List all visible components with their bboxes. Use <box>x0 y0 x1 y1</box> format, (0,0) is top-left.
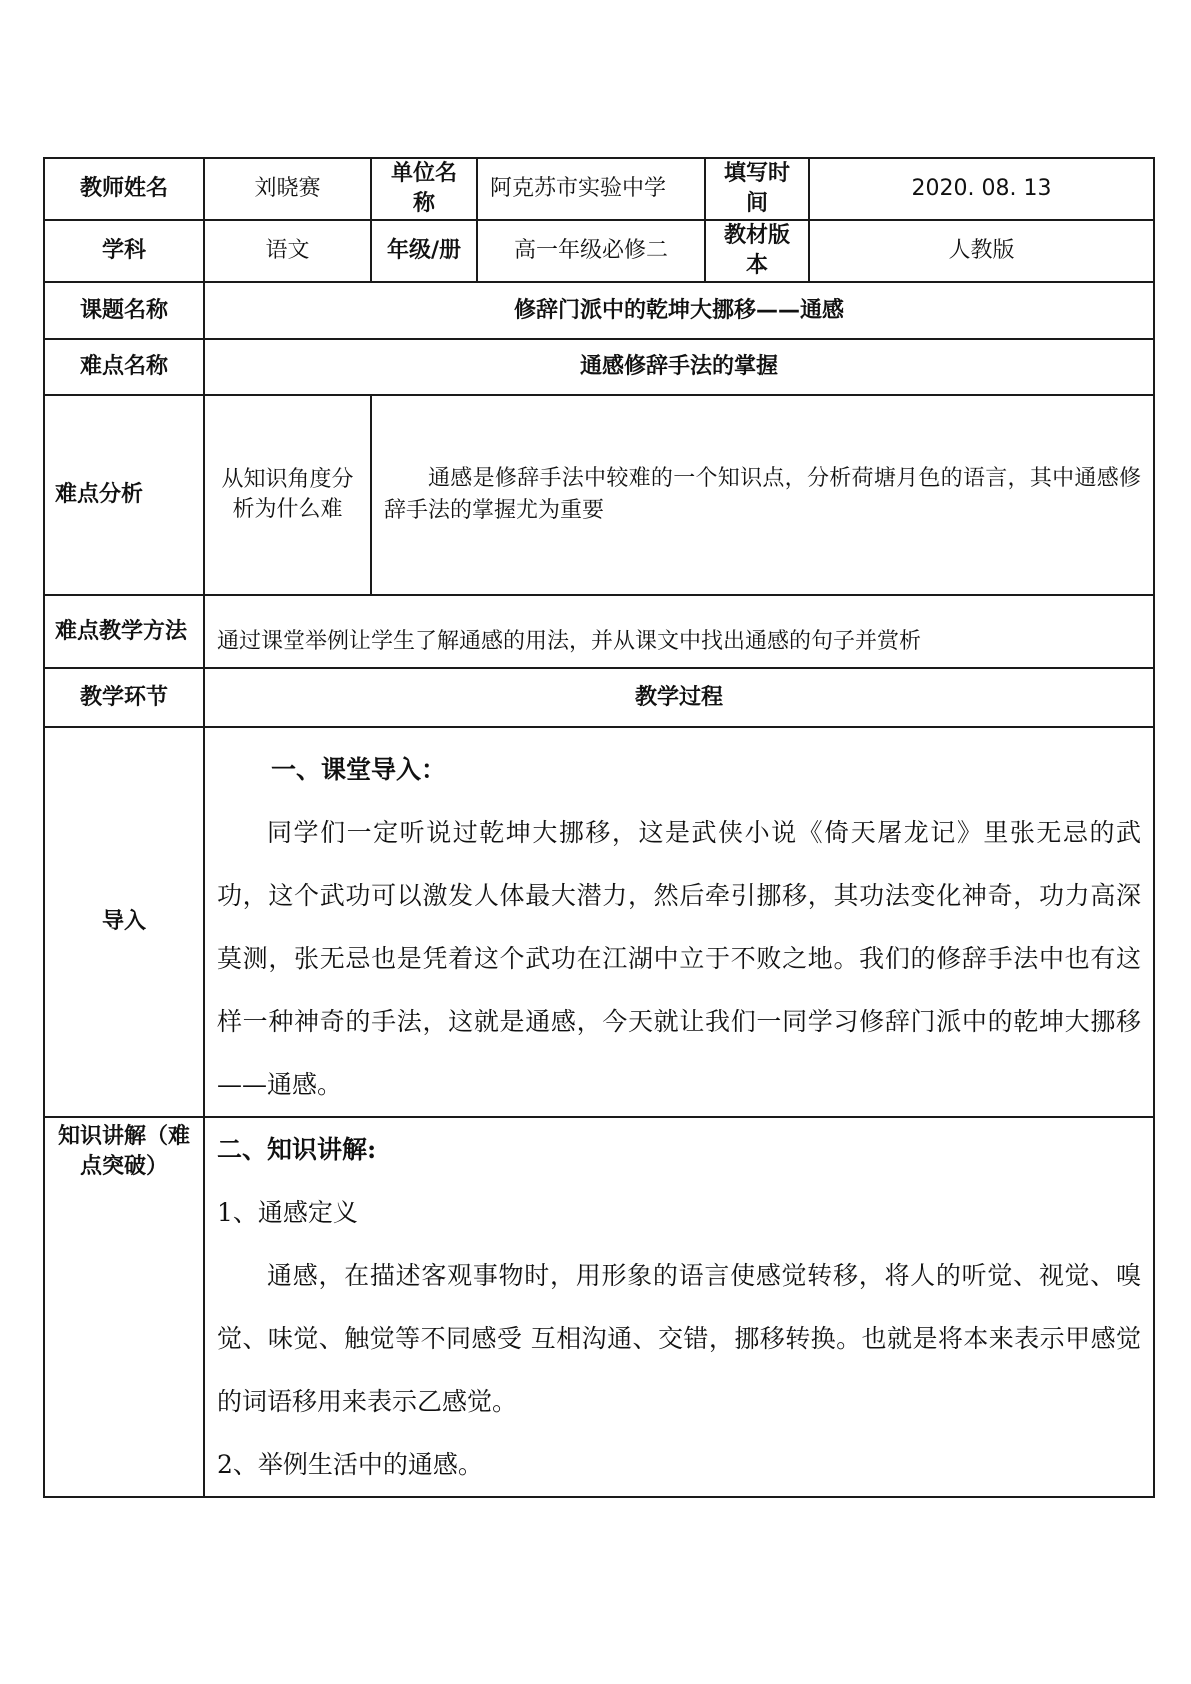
intro-cell <box>204 727 1154 1117</box>
date-value: 2020. 08. 13 <box>809 158 1154 220</box>
subject-label: 学科 <box>44 220 204 282</box>
method-label: 难点教学方法 <box>44 595 204 668</box>
subject-value: 语文 <box>204 220 371 282</box>
knowledge-cell <box>204 1117 1154 1497</box>
knowledge-heading: 二、知识讲解: <box>217 1135 377 1164</box>
method-text: 通过课堂举例让学生了解通感的用法，并从课文中找出通感的句子并赏析 <box>204 595 1154 668</box>
grade-label: 年级/册 <box>371 220 477 282</box>
process-label: 教学环节 <box>44 668 204 727</box>
analysis-cell <box>371 395 1154 595</box>
unit-label: 单位名称 <box>371 158 477 220</box>
difficulty-value: 通感修辞手法的掌握 <box>204 339 1154 395</box>
date-label: 填写时间 <box>705 158 809 220</box>
textbook-label: 教材版本 <box>705 220 809 282</box>
knowledge-item1: 1、通感定义 <box>217 1198 358 1227</box>
knowledge-label: 知识讲解（难点突破） <box>44 1117 204 1497</box>
unit-value: 阿克苏市实验中学 <box>477 158 705 220</box>
analysis-label: 难点分析 <box>44 395 204 595</box>
intro-label: 导入 <box>44 727 204 1117</box>
knowledge-item2: 2、举例生活中的通感。 <box>217 1450 483 1479</box>
knowledge-definition: 通感，在描述客观事物时，用形象的语言使感觉转移，将人的听觉、视觉、嗅觉、味觉、触觉等不同感受 互相沟通、交错，挪移转换。也就是将本来表示甲感觉的词语移用来表示乙感觉。 <box>217 1261 1142 1416</box>
teacher-label: 教师姓名 <box>44 158 204 220</box>
process-value: 教学过程 <box>204 668 1154 727</box>
analysis-sublabel: 从知识角度分析为什么难 <box>204 395 371 595</box>
intro-heading: 一、课堂导入： <box>271 755 447 784</box>
lesson-plan-table <box>43 157 1155 1498</box>
intro-paragraph: 同学们一定听说过乾坤大挪移，这是武侠小说《倚天屠龙记》里张无忌的武功，这个武功可以激发人体最大潜力，然后牵引挪移，其功法变化神奇，功力高深莫测，张无忌也是凭着这个武功在江湖中立于不败之地。我们的修辞手法中也有这样一种神奇的手法，这就是通感，今天就让我们一同学习修辞门派中的乾坤大挪移——通感。 <box>217 818 1142 1099</box>
textbook-value: 人教版 <box>809 220 1154 282</box>
teacher-value: 刘晓赛 <box>204 158 371 220</box>
analysis-text: 通感是修辞手法中较难的一个知识点，分析荷塘月色的语言，其中通感修辞手法的掌握尤为重要 <box>384 466 1142 523</box>
difficulty-label: 难点名称 <box>44 339 204 395</box>
topic-label: 课题名称 <box>44 282 204 339</box>
grade-value: 高一年级必修二 <box>477 220 705 282</box>
topic-value: 修辞门派中的乾坤大挪移——通感 <box>204 282 1154 339</box>
